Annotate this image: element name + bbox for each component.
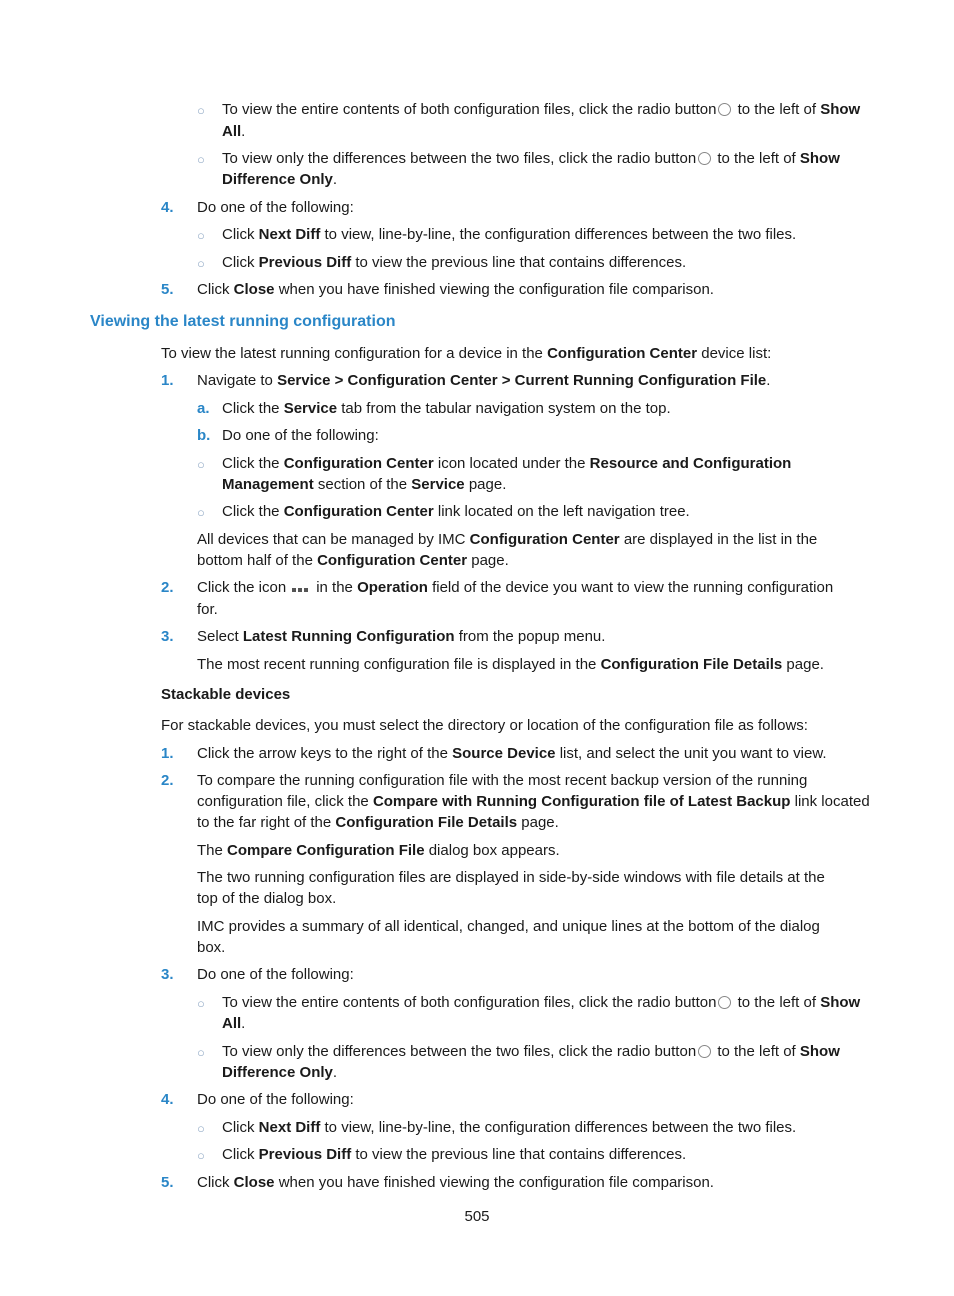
step-number: 5. (161, 1174, 174, 1191)
step-text: Select Latest Running Configuration from the popup menu. (197, 628, 606, 645)
bullet-show-diff-cont: Difference Only. (222, 171, 338, 188)
page-number: 505 (464, 1208, 490, 1225)
step-text: Do one of the following: (197, 1091, 354, 1108)
bullet-show-all: To view the entire contents of both configuration files, click the radio button to the left of Show (222, 101, 861, 118)
step-text: To compare the running configuration file with the most recent backup version of the running (197, 772, 808, 789)
bullet-text: Click the Configuration Center link located on the left navigation tree. (222, 503, 690, 520)
step-text: Click the icon in the Operation field of the device you want to view the running configuration (197, 579, 834, 596)
section-heading: Viewing the latest running configuration (90, 313, 396, 330)
step-text: Click Close when you have finished viewing the configuration file comparison. (197, 1174, 714, 1191)
step-number: 2. (161, 772, 174, 789)
bullet-marker: ○ (197, 1148, 205, 1163)
bullet-text: Click the Configuration Center icon located under the Resource and Configuration (222, 455, 792, 472)
paragraph: The Compare Configuration File dialog box appears. (197, 842, 560, 859)
step-text-cont: for. (197, 601, 218, 618)
step-text: Click the arrow keys to the right of the Source Device list, and select the unit you want to view. (197, 745, 827, 762)
substep-letter: b. (197, 427, 211, 444)
bullet-marker: ○ (197, 457, 205, 472)
bullet-show-all-cont: All. (222, 1015, 246, 1032)
substep-letter: a. (197, 400, 210, 417)
paragraph: The most recent running configuration file is displayed in the Configuration File Details page. (197, 656, 824, 673)
paragraph: All devices that can be managed by IMC Configuration Center are displayed in the list in the (197, 531, 818, 548)
bullet-show-all-cont: All. (222, 123, 246, 140)
subsection-intro: For stackable devices, you must select the directory or location of the configuration file as follows: (161, 717, 808, 734)
bullet-marker: ○ (197, 228, 205, 243)
bullet-previous-diff: Click Previous Diff to view the previous line that contains differences. (222, 254, 687, 271)
radio-button-icon (718, 103, 731, 116)
step-number: 2. (161, 579, 174, 596)
step-text: Navigate to Service > Configuration Center > Current Running Configuration File. (197, 372, 771, 389)
bullet-show-all: To view the entire contents of both configuration files, click the radio button to the left of Show (222, 994, 861, 1011)
paragraph-cont: top of the dialog box. (197, 890, 337, 907)
subsection-heading: Stackable devices (161, 686, 291, 703)
paragraph-cont: bottom half of the Configuration Center page. (197, 552, 509, 569)
bullet-show-diff: To view only the differences between the two files, click the radio button to the left of Show (222, 150, 840, 167)
substep-text: Do one of the following: (222, 427, 379, 444)
bullet-next-diff: Click Next Diff to view, line-by-line, the configuration differences between the two files. (222, 1119, 797, 1136)
bullet-marker: ○ (197, 256, 205, 271)
step-number: 4. (161, 199, 174, 216)
bullet-marker: ○ (197, 103, 205, 118)
step-text-cont: configuration file, click the Compare with Running Configuration file of Latest Backup link located (197, 793, 870, 810)
bullet-marker: ○ (197, 152, 205, 167)
step-text-cont: to the far right of the Configuration File Details page. (197, 814, 559, 831)
step-number: 4. (161, 1091, 174, 1108)
step-number: 1. (161, 372, 174, 389)
section-intro: To view the latest running configuration for a device in the Configuration Center device list: (161, 345, 772, 362)
paragraph-cont: box. (197, 939, 226, 956)
radio-button-icon (718, 996, 731, 1009)
bullet-marker: ○ (197, 1121, 205, 1136)
bullet-marker: ○ (197, 1045, 205, 1060)
step-number: 3. (161, 966, 174, 983)
step-text: Do one of the following: (197, 199, 354, 216)
step-number: 1. (161, 745, 174, 762)
bullet-next-diff: Click Next Diff to view, line-by-line, the configuration differences between the two files. (222, 226, 797, 243)
bullet-show-diff-cont: Difference Only. (222, 1064, 338, 1081)
bullet-text-cont: Management section of the Service page. (222, 476, 507, 493)
step-text: Click Close when you have finished viewing the configuration file comparison. (197, 281, 714, 298)
radio-button-icon (698, 152, 711, 165)
bullet-show-diff: To view only the differences between the two files, click the radio button to the left of Show (222, 1043, 840, 1060)
radio-button-icon (698, 1045, 711, 1058)
step-number: 5. (161, 281, 174, 298)
substep-text: Click the Service tab from the tabular navigation system on the top. (222, 400, 671, 417)
more-options-icon (292, 579, 310, 597)
paragraph: The two running configuration files are displayed in side-by-side windows with file details at the (197, 869, 825, 886)
bullet-marker: ○ (197, 505, 205, 520)
bullet-previous-diff: Click Previous Diff to view the previous line that contains differences. (222, 1146, 687, 1163)
bullet-marker: ○ (197, 996, 205, 1011)
step-text: Do one of the following: (197, 966, 354, 983)
step-number: 3. (161, 628, 174, 645)
paragraph: IMC provides a summary of all identical, changed, and unique lines at the bottom of the dialog (197, 918, 820, 935)
